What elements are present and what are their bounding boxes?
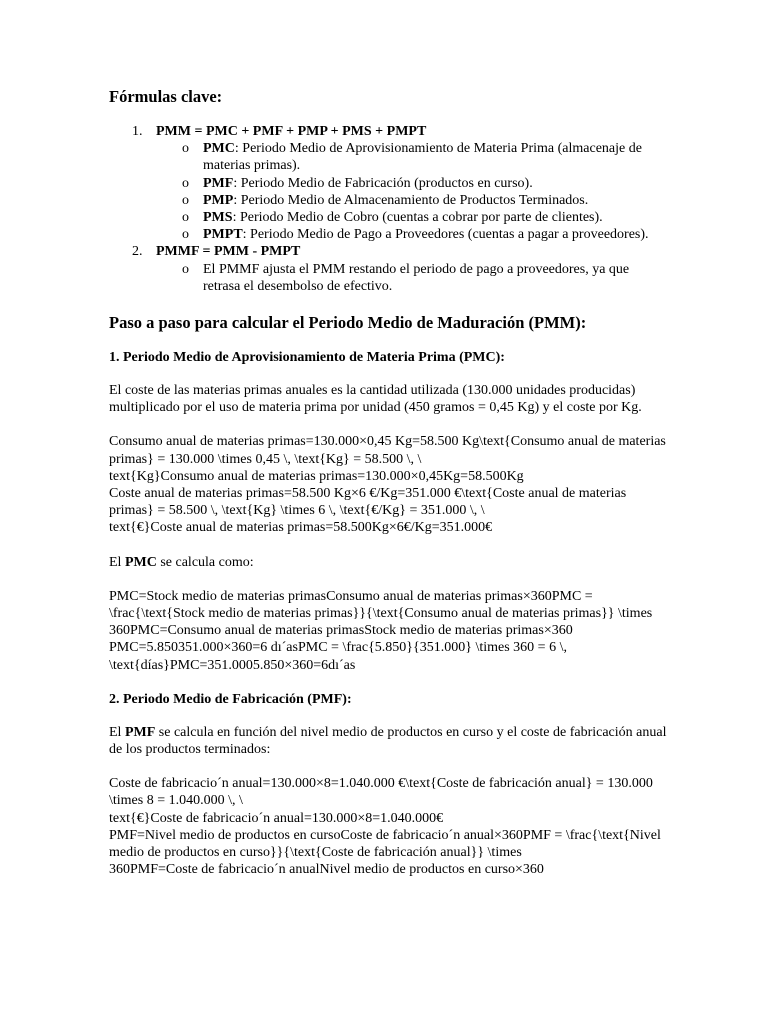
formulas-heading: Fórmulas clave: [109, 87, 223, 106]
definition: : Periodo Medio de Almacenamiento de Productos Terminados. [233, 192, 589, 208]
bullet-icon: o [182, 210, 189, 226]
item-number: 2. [132, 244, 143, 260]
formula-line: text{€}Coste anual de materias primas=58.500Kg×6€/Kg=351.000€ [109, 520, 493, 536]
bullet-icon: o [182, 141, 189, 157]
term: PMC [124, 554, 157, 570]
formula-line: Coste de fabricacio´n anual=130.000×8=1.040.000 €\text{Coste de fabricación anual} = 130.000 \times 8 = 1.040.000 \, \ [109, 776, 653, 809]
formula-line: 360PMF=Coste de fabricacio´n anualNivel medio de productos en curso×360 [109, 862, 544, 878]
item-number: 1. [132, 124, 143, 139]
bullet-icon: o [182, 192, 189, 208]
formula-2-sublist [156, 261, 669, 295]
pmc-cost-formulas [109, 433, 669, 536]
bullet-icon: o [182, 261, 189, 277]
sub-item-pms [156, 209, 669, 226]
formula-line: PMC=Stock medio de materias primasConsumo anual de materias primas×360PMC = \frac{\text{Stock medio de materias primas}}{\text{Consumo anual de materias primas}} \times [109, 588, 653, 622]
term: PMF [203, 175, 234, 191]
text: se calcula en función del nivel medio de productos en curso y el coste de fabricación anual de los productos terminados: [109, 724, 667, 758]
formula-line: PMC=5.850351.000×360=6 dı´asPMC = \frac{5.850}{351.000} \times 360 = 6 \, \text{días}PMC=351.0005.850×360=6dı´as [109, 640, 567, 673]
term: PMF [124, 724, 156, 740]
pmf-intro [109, 724, 669, 758]
formula-line: text{€}Coste de fabricacio´n anual=130.000×8=1.040.000€ [109, 810, 444, 826]
formula-line: Consumo anual de materias primas=130.000×0,45 Kg=58.500 Kg\text{Consumo anual de materias primas} = 130.000 \times 0,45 \, \text{Kg} = 58.500 \, \ [109, 434, 666, 467]
formulas-list [109, 123, 669, 295]
document-content [109, 87, 669, 879]
text: se calcula como: [156, 554, 254, 570]
formula-item-2 [109, 243, 669, 295]
sub-item-pmf [156, 175, 669, 192]
sub-item-pmc [156, 140, 669, 174]
bullet-icon: o [182, 227, 189, 243]
text: El [109, 724, 125, 740]
formula-item-1 [109, 123, 669, 243]
term: PMS [203, 210, 233, 226]
formula-pmmf: PMMF = PMM - PMPT [156, 244, 301, 260]
formula-line: PMF=Nivel medio de productos en cursoCoste de fabricacio´n anual×360PMF = \frac{\text{Nivel medio de productos en curso}}{\text{Coste de fabricación anual}} \times [109, 827, 661, 861]
pmc-formulas [109, 588, 669, 674]
pmf-formulas [109, 775, 669, 878]
definition: : Periodo Medio de Fabricación (productos en curso). [233, 175, 533, 191]
definition: : Periodo Medio de Cobro (cuentas a cobrar por parte de clientes). [232, 210, 603, 226]
definition: : Periodo Medio de Pago a Proveedores (cuentas a pagar a proveedores). [242, 227, 649, 243]
pmc-calc-intro [109, 554, 669, 571]
term: PMC [203, 141, 235, 157]
formula-pmm: PMM = PMC + PMF + PMP + PMS + PMPT [156, 124, 427, 139]
term: PMPT [203, 227, 243, 243]
formula-line: text{Kg}Consumo anual de materias primas=130.000×0,45Kg=58.500Kg [109, 468, 524, 484]
formula-line: 360PMC=Consumo anual de materias primasStock medio de materias primas×360 [109, 623, 573, 639]
steps-heading: Paso a paso para calcular el Periodo Medio de Maduración (PMM): [109, 313, 587, 333]
text: El [109, 554, 125, 570]
bullet-icon: o [182, 175, 189, 191]
sub-item-pmpt [156, 226, 669, 243]
formula-line: Coste anual de materias primas=58.500 Kg×6 €/Kg=351.000 €\text{Coste anual de materias primas} = 58.500 \, \text{Kg} \times 6 \, \text{€/Kg} = 351.000 \, \ [109, 486, 627, 519]
pmc-intro: El coste de las materias primas anuales es la cantidad utilizada (130.000 unidades producidas) multiplicado por el uso de materia prima por unidad (450 gramos = 0,45 Kg) y el coste por Kg. [109, 383, 642, 416]
sub-item-pmp [156, 192, 669, 209]
formula-1-sublist [156, 140, 669, 243]
definition: : Periodo Medio de Aprovisionamiento de Materia Prima (almacenaje de materias primas). [203, 141, 642, 174]
pmc-heading: 1. Periodo Medio de Aprovisionamiento de Materia Prima (PMC): [109, 350, 505, 366]
term: PMP [203, 192, 234, 208]
pmf-heading: 2. Periodo Medio de Fabricación (PMF): [109, 691, 352, 707]
sub-item-pmmf-note [156, 261, 669, 295]
definition: El PMMF ajusta el PMM restando el periodo de pago a proveedores, ya que retrasa el desembolso de efectivo. [203, 261, 630, 294]
